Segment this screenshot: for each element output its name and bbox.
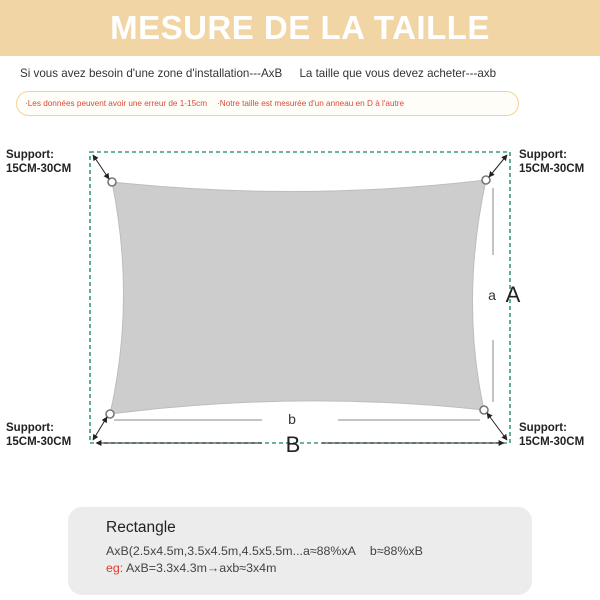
support-top-right: [519, 148, 584, 176]
support-label: Support:: [6, 422, 54, 434]
support-value: 15CM-30CM: [6, 436, 72, 448]
support-label: Support:: [6, 149, 54, 161]
width-b-label: b: [288, 411, 296, 427]
support-arrow-bottom-left: [93, 417, 107, 440]
info-box: [68, 507, 532, 595]
size-ratio-line: [106, 543, 532, 560]
shade-sail: [110, 180, 486, 414]
width-B-label: B: [285, 432, 301, 457]
support-label: Support:: [519, 149, 567, 161]
purchase-size-text: La taille que vous devez acheter---axb: [299, 67, 497, 80]
support-arrow-top-right: [489, 155, 507, 177]
support-top-left: [6, 148, 71, 176]
height-A-label: A: [505, 282, 521, 307]
support-value: 15CM-30CM: [519, 163, 585, 175]
width-ratio-text: b≈88%xB: [369, 544, 423, 558]
support-arrow-top-left: [93, 155, 109, 179]
note-error-margin: ·Les données peuvent avoir une erreur de 1-15cm: [25, 99, 208, 108]
support-arrow-bottom-right: [487, 413, 507, 440]
d-ring-bottom-left: [106, 410, 114, 418]
d-ring-top-left: [108, 178, 116, 186]
example-text: AxB=3.3x4.3m→axb≈3x4m: [123, 561, 277, 575]
shape-title: Rectangle: [106, 519, 176, 536]
d-ring-top-right: [482, 176, 490, 184]
note-measurement-method: ·Notre taille est mesurée d'un anneau en D à l'autre: [217, 99, 405, 108]
support-label: Support:: [519, 422, 567, 434]
support-bottom-left: [6, 421, 71, 449]
size-list-text: AxB(2.5x4.5m,3.5x4.5m,4.5x5.5m...a≈88%xA: [106, 544, 356, 558]
support-value: 15CM-30CM: [519, 436, 585, 448]
page-title: MESURE DE LA TAILLE: [110, 9, 490, 46]
d-ring-bottom-right: [480, 406, 488, 414]
install-area-text: Si vous avez besoin d'une zone d'installation---AxB: [20, 67, 283, 80]
example-label: eg:: [106, 561, 124, 575]
support-bottom-right: [519, 421, 584, 449]
height-a-label: a: [488, 287, 496, 303]
example-line: [106, 560, 532, 577]
support-value: 15CM-30CM: [6, 163, 72, 175]
